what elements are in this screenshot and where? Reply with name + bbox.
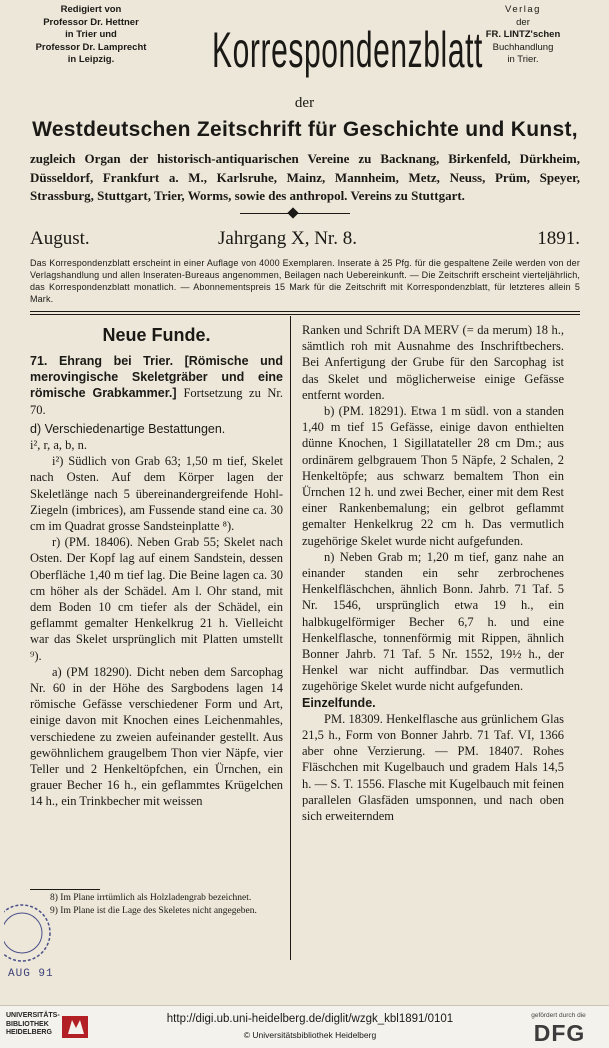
subsection-labels: i², r, a, b, n. xyxy=(30,438,88,453)
editors-line: Professor Dr. Hettner xyxy=(43,16,139,28)
editors-line: in Leipzig. xyxy=(67,54,115,65)
dfg-logo: DFG xyxy=(533,1020,586,1046)
section-heading: Einzelfunde. xyxy=(302,695,376,710)
subsection-heading: d) Verschiedenartige Bestattungen. xyxy=(30,421,226,436)
item-continuation: Fortsetzung zu Nr. 70. xyxy=(30,386,283,417)
footnote: 9) Im Plane ist die Lage des Skeletes nicht angegeben. xyxy=(50,905,257,916)
library-logo: UNIVERSITÄTS-BIBLIOTHEK HEIDELBERG xyxy=(6,1012,60,1036)
copyright: © Universitätsbibliothek Heidelberg xyxy=(243,1030,377,1040)
paragraph: n) Neben Grab m; 1,20 m tief, ganz nahe an einander standen ein sehr zerbrochenes Henkelfläschchen, ähnlich Bonn. Jahrb. 71 Taf. 5 Nr. 1546, ursprünglich etwa 19 h., ein halbkugelförmiger Becher 6,7 h. und eine Henkelflasche, tonnenförmig mit Rippen, ähnlich Bonner Jahrb. 71 Taf. 5 Nr. 1552, 19½ h., der Henkel war nicht auffindbar. Das vermutlich zugehörige Skelet wurde nicht aufgefunden. xyxy=(302,549,564,694)
permalink[interactable]: http://digi.ub.uni-heidelberg.de/diglit/wzgk_kbl1891/0101 xyxy=(166,1013,454,1025)
paragraph: PM. 18309. Henkelflasche aus grünlichem Glas 21,5 h., Form von Bonner Jahrb. 71 Taf. VI, 1366 aber ohne Verzierung. — PM. 18407. Rohes Fläschchen mit Kugelbauch und gradem Hals 14,5 h. — S. T. 1556. Flasche mit Kugelbauch mit feinen parallelen Glasfäden umsponnen, und nach oben sich erweiterndem xyxy=(302,711,564,824)
publisher-line: Verlag xyxy=(505,4,541,15)
stamp-inner-circle xyxy=(4,913,42,953)
footnote-rule xyxy=(30,889,100,890)
issue-year: 1891. xyxy=(537,228,580,249)
header-rule xyxy=(30,311,580,312)
publisher-block xyxy=(468,4,578,67)
right-column xyxy=(302,322,564,824)
section-heading: Neue Funde. xyxy=(102,325,211,345)
item-title: Ehrang bei Trier. [Römische und merovingische Skeletgräber und eine römische Grabkammer.] xyxy=(30,354,283,401)
journal-subtitle: zugleich Organ der historisch-antiquarischen Vereine zu Backnang, Birkenfeld, Dürkheim, Düsseldorf, Frankfurt a. M., Karlsruhe, Mainz, Mannheim, Metz, Neuss, Prüm, Speyer, Strassburg, Stuttgart, Trier, Worms, sowie des anthropol. Vereins zu Stuttgart. xyxy=(30,151,580,203)
der-word: der xyxy=(294,95,315,111)
footnote: 8) Im Plane irrtümlich als Holzladengrab bezeichnet. xyxy=(50,893,252,903)
journal-title: Westdeutschen Zeitschrift für Geschichte und Kunst, xyxy=(32,118,578,141)
issue-volume: Jahrgang X, Nr. 8. xyxy=(218,228,357,249)
item-number: 71. xyxy=(30,354,48,368)
funding-note: gefördert durch die xyxy=(531,1012,586,1019)
publisher-line: in Trier. xyxy=(507,54,539,65)
item-71-title xyxy=(30,353,283,418)
library-lion-icon xyxy=(60,1014,90,1040)
issue-line xyxy=(30,228,580,252)
stamp-date: AUG 91 xyxy=(8,968,54,980)
column-rule xyxy=(290,316,291,960)
masthead-title: Korrespondenzblatt xyxy=(212,22,483,78)
editors-block xyxy=(32,4,150,67)
editors-line: Redigiert von xyxy=(60,4,122,15)
publisher-line: der xyxy=(516,16,530,28)
paragraph: i²) Südlich von Grab 63; 1,50 m tief, Skelet nach Osten. Auf dem Körper lagen der Skeletlänge nach 5 übereinandergreifende Hohl-Ziegeln (imbrices), am Fussende stand eine ca. 30 cm im Quadrat grosse Sandsteinplatte ⁸). xyxy=(30,454,283,534)
publisher-line: FR. LINTZ'schen xyxy=(485,29,561,40)
footer-bar xyxy=(0,1005,609,1048)
paragraph: b) (PM. 18291). Etwa 1 m südl. von a standen 1,40 m tief 15 Gefässe, einige davon enthielten dünne Knochen, 1 Sigillatateller 28 cm Dm.; aus ordinärem gelbgrauem Thon 5 Näpfe, 2 Schalen, 2 Henkeltöpfe; aus schwarz bemaltem Thon ein Ürnchen 12 h. und zwei Becher, einer mit dem Rest einer Rankenbemalung; ein gelbrot geflammt gemalter Henkelkrug 22 cm h. Das vermutlich zugehörige Skelet wurde nicht aufgefunden. xyxy=(302,404,564,548)
issue-month: August. xyxy=(30,228,90,249)
editors-line: in Trier und xyxy=(65,29,117,40)
paragraph: Ranken und Schrift DA MERV (= da merum) 18 h., sämtlich roh mit Ausnahme des Inschriftbechers. Bei Anfertigung der Grube für den Sarcophag ist das Skelet und möglicherweise einige Gefässe entfernt worden. xyxy=(302,323,564,402)
subscription-notice: Das Korrespondenzblatt erscheint in einer Auflage von 4000 Exemplaren. Inserate à 25 Pfg. für die gespaltene Zeile werden von der Verlagshandlung und allen Inseraten-Bureaus angenommen, Beilagen nach Uebereinkunft. — Die Zeitschrift erscheint vierteljährlich, das Korrespondenzblatt monatlich. — Abonnementspreis 15 Mark für die Zeitschrift mit Korrespondenzblatt, für letzteres allein 5 Mark. xyxy=(30,258,580,304)
publisher-line: Buchhandlung xyxy=(492,41,554,53)
library-stamp xyxy=(4,903,74,1003)
ornament-diamond xyxy=(287,207,298,218)
paragraph: r) (PM. 18406). Neben Grab 55; Skelet nach Osten. Der Kopf lag auf einem Sandstein, dessen Oberfläche 1,40 m tief lag. Die Beine lagen ca. 30 cm höher als der Schädel. Am l. Ohr stand, mit dem Boden 10 cm tiefer als der Schädel, ein geflammt gemalter Henkelkrug 21 h. Vielleicht war das Skelet ursprünglich mit Platten umstellt ⁹). xyxy=(30,535,283,663)
paragraph: a) (PM 18290). Dicht neben dem Sarcophag Nr. 60 in der Höhe des Sargbodens lagen 14 römische Gefässe verschiedener Form und Art, einige davon mit Knochen eines Leichenmahles, verschiedene zu zweien aufeinander gestellt. Aus gewöhnlichem graugelbem Thon vier Näpfe, vier Teller und 2 Henkeltöpfchen, ein Ürnchen, ein grauer Becher 16 h., ein geflammtes Krügelchen 14 h., ein Trinkbecher mit weissen xyxy=(30,664,283,809)
left-column xyxy=(30,322,283,810)
editors-line: Professor Dr. Lamprecht xyxy=(35,41,147,53)
header-rule xyxy=(30,314,580,315)
